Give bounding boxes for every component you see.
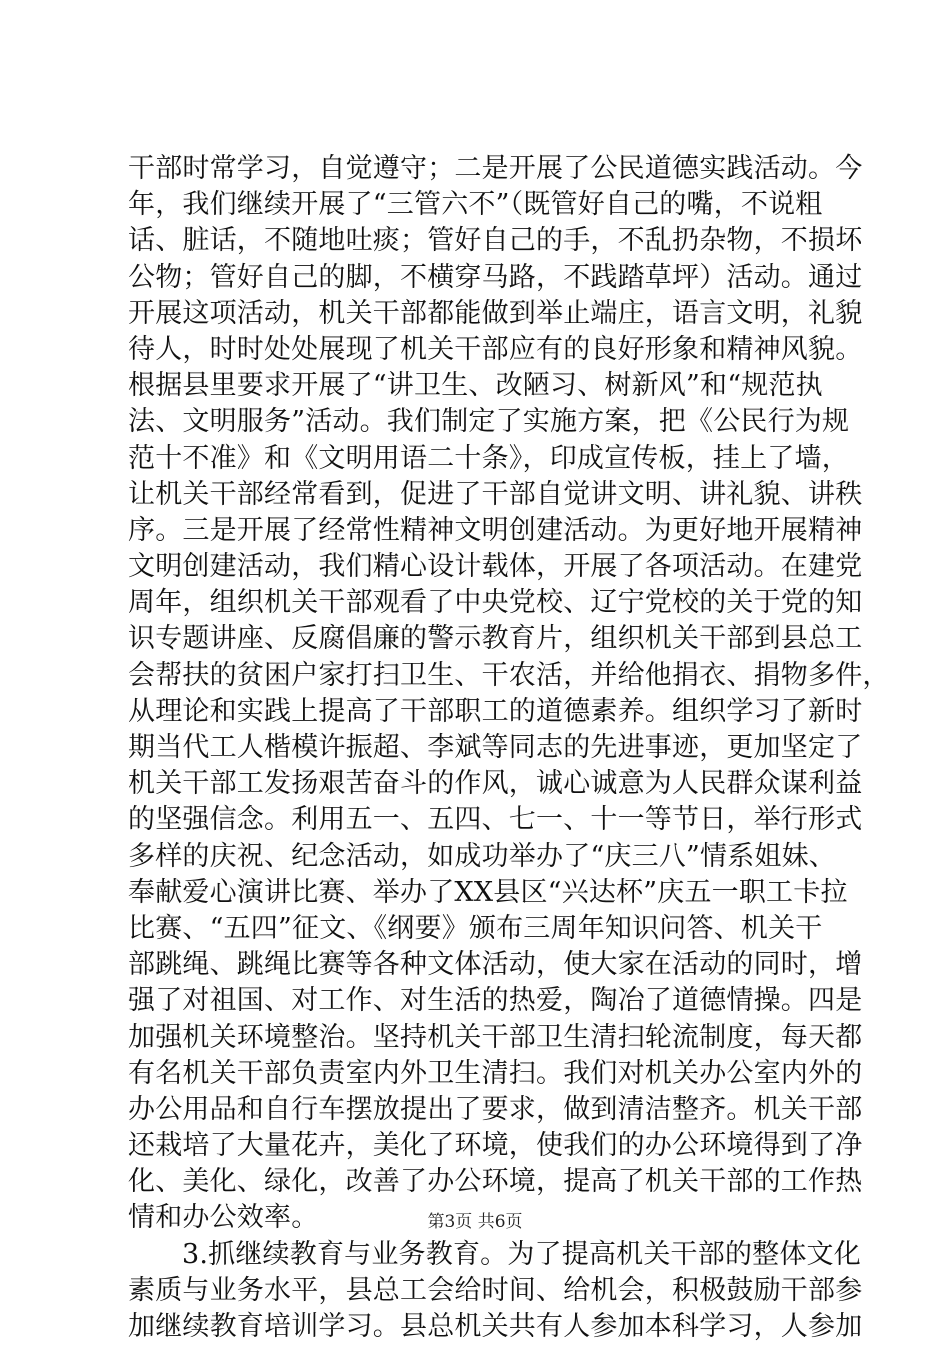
text-line: 加继续教育培训学习。县总机关共有人参加本科学习，人参加 [128, 1311, 863, 1342]
text-line: 3.抓继续教育与业务教育。为了提高机关干部的整体文化 [182, 1238, 861, 1270]
text-line: 公物；管好自己的脚，不横穿马路，不践踏草坪）活动。通过 [128, 261, 863, 293]
text-line: 待人，时时处处展现了机关干部应有的良好形象和精神风貌。 [128, 333, 863, 365]
text-line: 会帮扶的贫困户家打扫卫生、干农活，并给他捐衣、捐物多件， [128, 659, 890, 691]
page-number-footer: 第3页 共6页 [427, 1212, 523, 1232]
text-line: 法、文明服务”活动。我们制定了实施方案，把《公民行为规 [128, 406, 850, 438]
text-line: 有名机关干部负责室内外卫生清扫。我们对机关办公室内外的 [128, 1057, 863, 1089]
text-line: 序。三是开展了经常性精神文明创建活动。为更好地开展精神 [128, 514, 863, 546]
text-line: 的坚强信念。利用五一、五四、七一、十一等节日，举行形式 [128, 804, 863, 836]
text-line: 多样的庆祝、纪念活动，如成功举办了“庆三八”情系姐妹、 [128, 840, 837, 872]
text-line: 干部时常学习，自觉遵守；二是开展了公民道德实践活动。今 [128, 153, 863, 184]
text-line: 期当代工人楷模许振超、李斌等同志的先进事迹，更加坚定了 [128, 732, 863, 763]
text-line: 根据县里要求开展了“讲卫生、改陋习、树新风”和“规范执 [128, 370, 823, 402]
text-line: 素质与业务水平，县总工会给时间、给机会，积极鼓励干部参 [128, 1274, 863, 1306]
text-line: 年，我们继续开展了“三管六不”（既管好自己的嘴，不说粗 [128, 189, 823, 221]
text-line: 让机关干部经常看到，促进了干部自觉讲文明、讲礼貌、讲秩 [128, 478, 863, 510]
text-line: 机关干部工发扬艰苦奋斗的作风，诚心诚意为人民群众谋利益 [128, 768, 863, 800]
text-line: 情和办公效率。 [128, 1202, 319, 1234]
text-line: 周年，组织机关干部观看了中央党校、辽宁党校的关于党的知 [128, 587, 863, 619]
text-line: 比赛、“五四”征文、《纲要》颁布三周年知识问答、机关干 [128, 912, 823, 944]
text-line: 化、美化、绿化，改善了办公环境，提高了机关干部的工作热 [128, 1166, 863, 1198]
text-line: 识专题讲座、反腐倡廉的警示教育片，组织机关干部到县总工 [128, 623, 863, 655]
text-line: 范十不准》和《文明用语二十条》，印成宣传板，挂上了墙， [128, 442, 849, 474]
text-line: 话、脏话，不随地吐痰；管好自己的手，不乱扔杂物，不损坏 [128, 225, 863, 257]
text-line: 还栽培了大量花卉，美化了环境，使我们的办公环境得到了净 [128, 1130, 863, 1162]
text-line: 从理论和实践上提高了干部职工的道德素养。组织学习了新时 [128, 695, 863, 727]
text-line: 文明创建活动，我们精心设计载体，开展了各项活动。在建党 [128, 551, 863, 583]
text-line: 部跳绳、跳绳比赛等各种文体活动，使大家在活动的同时，增 [128, 949, 863, 981]
text-line: 奉献爱心演讲比赛、举办了XX县区“兴达杯”庆五一职工卡拉 [128, 876, 848, 908]
text-line: 加强机关环境整治。坚持机关干部卫生清扫轮流制度，每天都 [128, 1021, 863, 1053]
text-line: 强了对祖国、对工作、对生活的热爱，陶冶了道德情操。四是 [128, 985, 863, 1017]
text-line: 开展这项活动，机关干部都能做到举止端庄，语言文明，礼貌 [128, 297, 863, 329]
document-body [128, 151, 890, 1345]
text-line: 办公用品和自行车摆放提出了要求，做到清洁整齐。机关干部 [128, 1093, 863, 1125]
